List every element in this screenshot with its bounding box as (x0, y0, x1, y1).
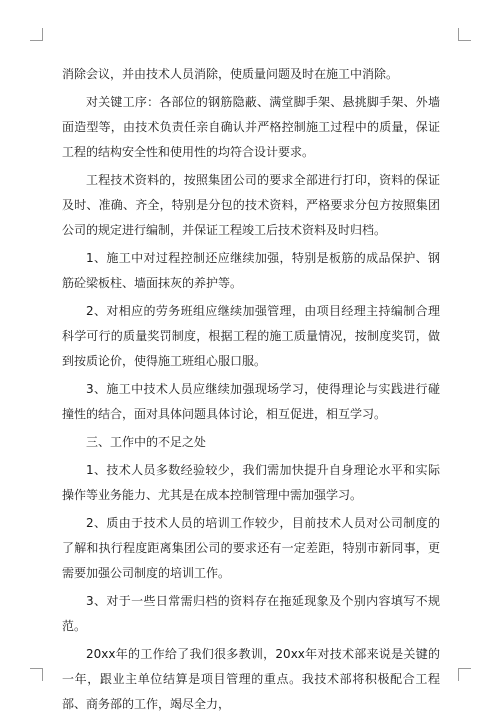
paragraph-7: 1、技术人员多数经验较少，我们需加快提升自身理论水平和实际操作等业务能力、尤其是在成本控制管理中需加强学习。 (62, 463, 440, 502)
paragraph-1: 消除会议，并由技术人员消除，使质量问题及时在施工中消除。 (62, 67, 399, 81)
paragraph-5: 2、对相应的劳务班组应继续加强管理，由项目经理主持编制合理科学可行的质量奖罚制度，根据工程的施工质量情况，按制度奖罚，做到按质论价，使得施工班组心服口服。 (62, 304, 440, 368)
paragraph-3: 工程技术资料的，按照集团公司的要求全部进行打印，资料的保证及时、准确、齐全，特别是分包的技术资料，严格要求分包方按照集团公司的规定进行编制，并保证工程竣工后技术资料及时归档。 (62, 173, 440, 237)
crop-mark-bottom-right (458, 668, 471, 681)
paragraph-9: 3、对于一些日常需归档的资料存在拖延现象及个别内容填写不规范。 (62, 594, 440, 633)
paragraph-6: 3、施工中技术人员应继续加强现场学习，使得理论与实践进行碰撞性的结合，面对具体问题具体讨论，相互促进，相互学习。 (62, 382, 440, 421)
crop-mark-top-left (30, 28, 43, 41)
document-body (62, 62, 440, 720)
paragraph-8: 2、质由于技术人员的培训工作较少，目前技术人员对公司制度的了解和执行程度距离集团公司的要求还有一定差距，特别市新同事，更需要加强公司制度的培训工作。 (62, 516, 440, 580)
paragraph-4: 1、施工中对过程控制还应继续加强，特别是板筋的成品保护、钢筋砼梁板柱、墙面抹灰的养护等。 (62, 251, 440, 290)
crop-mark-top-right (458, 28, 471, 41)
paragraph-10: 20xx年的工作给了我们很多教训，20xx年对技术部来说是关键的一年，跟业主单位结算是项目管理的重点。我技术部将积极配合工程部、商务部的工作，竭尽全力， (62, 647, 440, 711)
section-heading: 三、工作中的不足之处 (86, 435, 207, 449)
crop-mark-bottom-left (30, 668, 43, 681)
paragraph-2: 对关键工序：各部位的钢筋隐蔽、满堂脚手架、悬挑脚手架、外墙面造型等，由技术负责任亲自确认并严格控制施工过程中的质量，保证工程的结构安全性和使用性的均符合设计要求。 (62, 95, 440, 159)
